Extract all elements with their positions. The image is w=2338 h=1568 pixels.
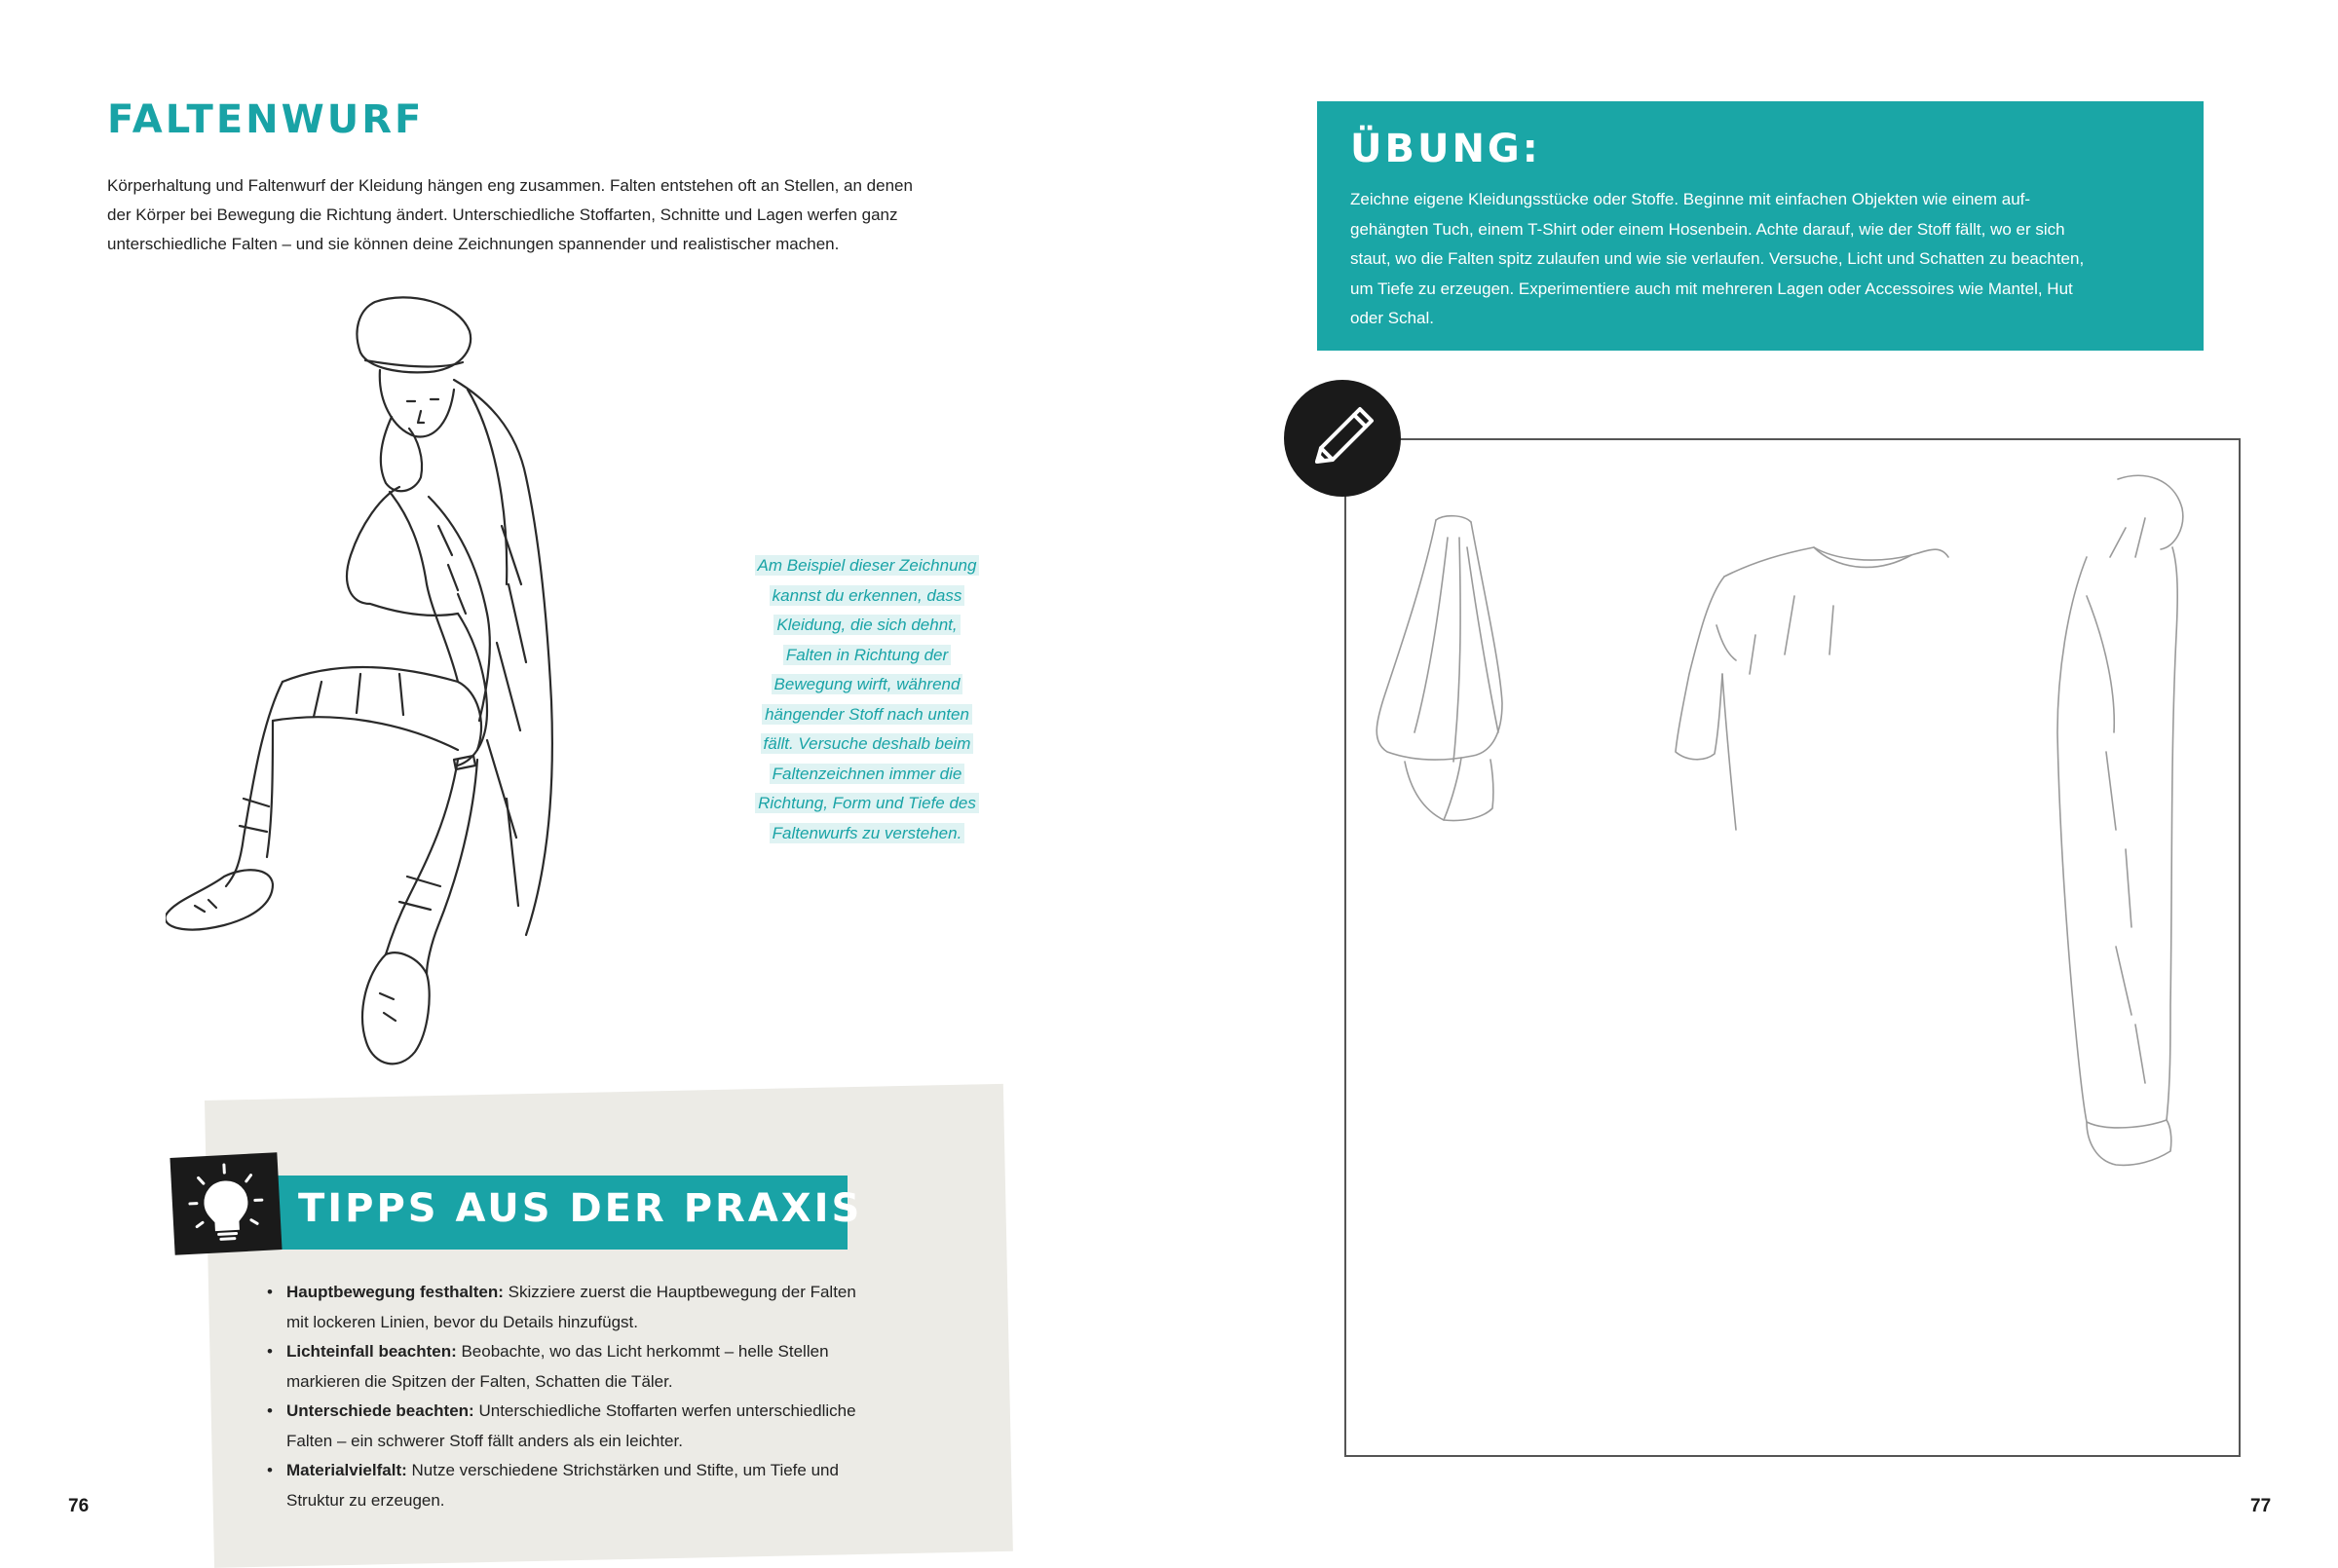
hanging-cloth-sketch-icon xyxy=(1376,516,1502,821)
tip-text: Skizziere zuerst die Hauptbewegung der Falten xyxy=(503,1283,856,1301)
list-item xyxy=(263,1337,945,1397)
lightbulb-icon-badge xyxy=(170,1152,282,1255)
caption-line: Bewegung wirft, während xyxy=(772,674,963,694)
exercise-line: staut, wo die Falten spitz zulaufen und wie sie verlaufen. Versuche, Licht und Schatten zu beachten, xyxy=(1350,249,2085,268)
list-item xyxy=(263,1278,945,1337)
caption-line: Am Beispiel dieser Zeichnung xyxy=(755,555,980,576)
caption-line: Richtung, Form und Tiefe des xyxy=(755,793,979,813)
caption-line: Kleidung, die sich dehnt, xyxy=(773,615,960,635)
caption-line: Faltenzeichnen immer die xyxy=(770,764,965,784)
tips-title: TIPPS AUS DER PRAXIS xyxy=(298,1186,863,1231)
tip-text: Falten – ein schwerer Stoff fällt anders als ein leichter. xyxy=(286,1431,683,1450)
figure-caption xyxy=(731,551,1003,848)
intro-paragraph xyxy=(107,171,1013,259)
tip-text: markieren die Spitzen der Falten, Schatten die Täler. xyxy=(286,1371,673,1391)
t-shirt-sketch-icon xyxy=(1676,547,1948,830)
page-number-left: 76 xyxy=(68,1496,90,1516)
caption-line: hängender Stoff nach unten xyxy=(762,704,972,725)
tip-text: Nutze verschiedene Strichstärken und Stifte, um Tiefe und xyxy=(406,1461,839,1479)
exercise-line: um Tiefe zu erzeugen. Experimentiere auch mit mehreren Lagen oder Accessoires wie Mantel, Hut xyxy=(1350,279,2073,298)
tips-list xyxy=(263,1278,945,1515)
tip-text: Struktur zu erzeugen. xyxy=(286,1490,445,1510)
page-number-right: 77 xyxy=(2250,1496,2272,1516)
pencil-icon xyxy=(1284,380,1401,497)
exercise-line: gehängten Tuch, einem T-Shirt oder einem Hosenbein. Achte darauf, wie der Stoff fällt, wo er sich xyxy=(1350,219,2065,239)
exercise-text xyxy=(1350,185,2178,334)
list-item xyxy=(263,1397,945,1456)
tip-heading: Materialvielfalt: xyxy=(286,1461,407,1479)
tip-heading: Lichteinfall beachten: xyxy=(286,1342,457,1361)
tip-text: Beobachte, wo das Licht herkommt – helle Stellen xyxy=(456,1342,829,1361)
exercise-title: ÜBUNG: xyxy=(1350,127,1541,171)
intro-line: unterschiedliche Falten – und sie können deine Zeichnungen spannender und realistischer machen. xyxy=(107,235,840,253)
intro-line: Körperhaltung und Faltenwurf der Kleidung hängen eng zusammen. Falten entstehen oft an Stellen, an denen xyxy=(107,176,913,195)
exercise-line: Zeichne eigene Kleidungsstücke oder Stoffe. Beginne mit einfachen Objekten wie einem auf- xyxy=(1350,190,2031,208)
seated-person-sketch-icon xyxy=(166,292,672,1091)
caption-line: kannst du erkennen, dass xyxy=(770,585,965,606)
pencil-badge xyxy=(1284,380,1401,497)
list-item xyxy=(263,1456,945,1515)
tip-text: Unterschiedliche Stoffarten werfen unterschiedliche xyxy=(473,1401,856,1420)
exercise-line: oder Schal. xyxy=(1350,309,1434,327)
caption-line: fällt. Versuche deshalb beim xyxy=(761,733,974,754)
practice-sketches xyxy=(1346,440,2239,1455)
tip-heading: Unterschiede beachten: xyxy=(286,1401,474,1420)
lightbulb-icon xyxy=(170,1152,282,1255)
tip-heading: Hauptbewegung festhalten: xyxy=(286,1283,504,1301)
tip-text: mit lockeren Linien, bevor du Details hinzufügst. xyxy=(286,1312,638,1331)
page-title-faltenwurf: FALTENWURF xyxy=(107,97,425,142)
intro-line: der Körper bei Bewegung die Richtung ändert. Unterschiedliche Stoffarten, Schnitte und Lagen werfen ganz xyxy=(107,205,898,224)
caption-line: Falten in Richtung der xyxy=(783,645,951,665)
caption-line: Faltenwurfs zu verstehen. xyxy=(770,823,965,843)
trouser-leg-sketch-icon xyxy=(2057,475,2183,1165)
